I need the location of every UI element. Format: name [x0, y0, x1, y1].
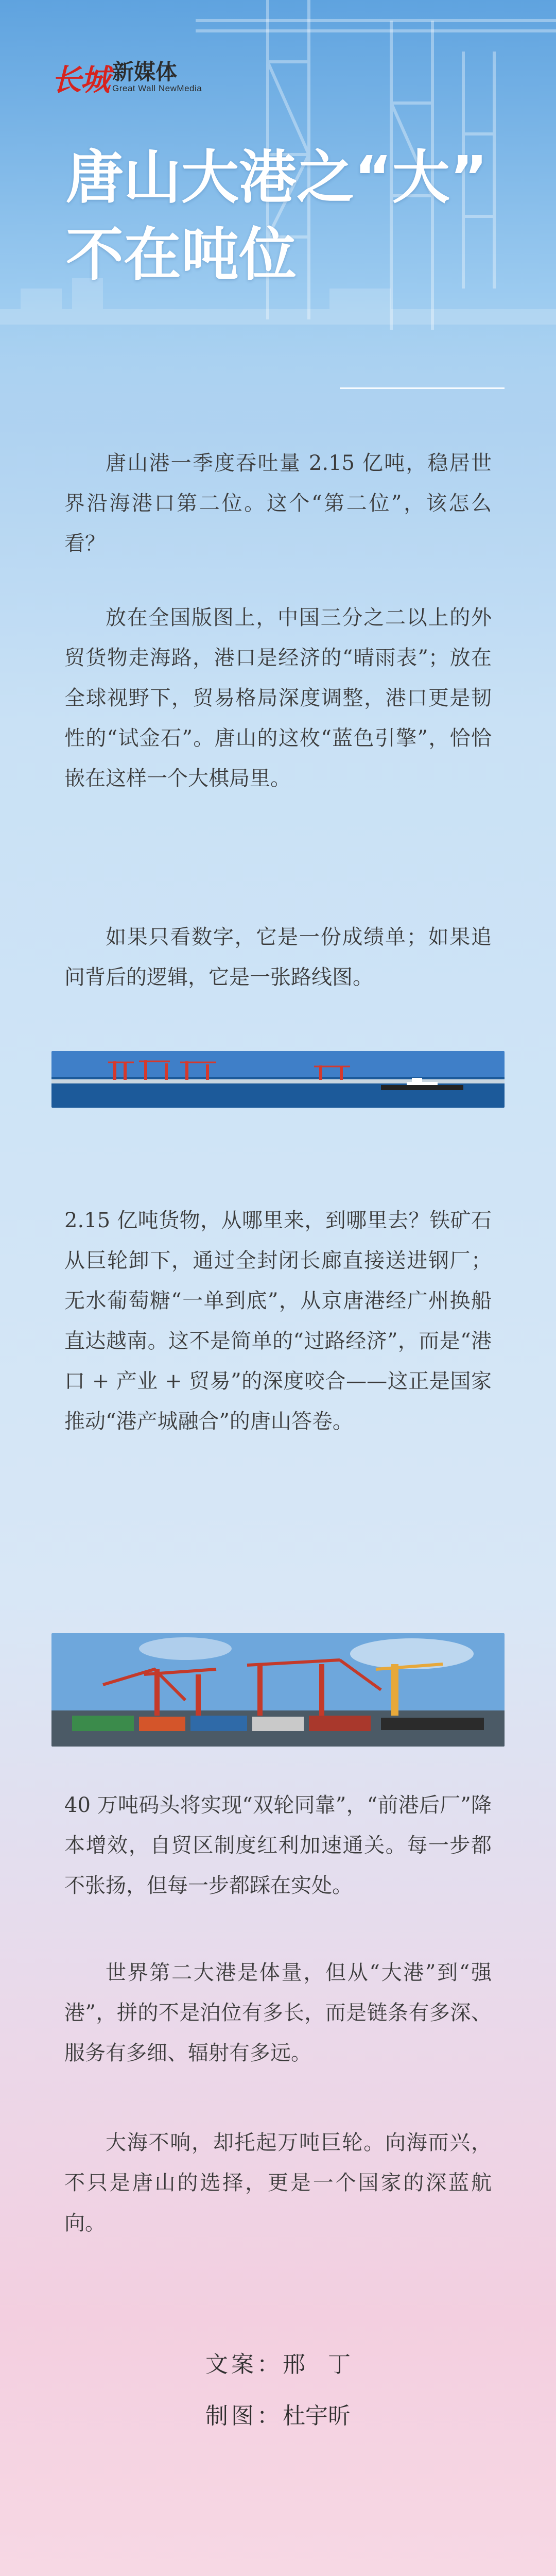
title-line-1: 唐山大港之“大”: [66, 144, 488, 211]
logo-cn: 新媒体: [112, 59, 178, 84]
title-line-2: 不在吨位: [66, 222, 297, 289]
paragraph-5: 40 万吨码头将实现“双轮同靠”，“前港后厂”降本增效，自贸区制度红利加速通关。每一步都不张扬，但每一步都踩在实处。: [64, 1793, 492, 1897]
credits: [0, 2349, 556, 2432]
credit-drawing: [0, 2401, 556, 2432]
paragraph-4: 2.15 亿吨货物，从哪里来，到哪里去？铁矿石从巨轮卸下，通过全封闭长廊直接送进钢厂；无水葡萄糖“一单到底”，从京唐港经广州换船直达越南。这不是简单的“过路经济”，而是“港口 + 产业 + 贸易”的深度咬合——这正是国家推动“港产城融合”的唐山答卷。: [64, 1209, 492, 1433]
credit-drawing-label: 制图：: [205, 2403, 283, 2429]
logo-en: Great Wall NewMedia: [112, 83, 202, 93]
credit-text-name: 邢 丁: [283, 2351, 351, 2378]
article-title: [66, 139, 488, 294]
credit-text: [0, 2349, 556, 2380]
credit-text-label: 文案：: [205, 2351, 283, 2378]
logo-mark: 长城: [51, 62, 110, 97]
paragraph-1: 唐山港一季度吞吐量 2.15 亿吨，稳居世界沿海港口第二位。这个“第二位”，该怎么看？: [64, 451, 492, 555]
credit-drawing-name: 杜宇昕: [283, 2403, 351, 2429]
brand-logo: [51, 56, 202, 99]
paragraph-3: 如果只看数字，它是一份成绩单；如果追问背后的逻辑，它是一张路线图。: [64, 925, 492, 989]
container-terminal-photo: [51, 1633, 505, 1747]
port-panorama-photo: [51, 1051, 505, 1108]
title-divider: [340, 387, 505, 389]
paragraph-2: 放在全国版图上，中国三分之二以上的外贸货物走海路，港口是经济的“晴雨表”；放在全球视野下，贸易格局深度调整，港口更是韧性的“试金石”。唐山的这枚“蓝色引擎”，恰恰嵌在这样一个大棋局里。: [64, 606, 492, 790]
paragraph-7: 大海不响，却托起万吨巨轮。向海而兴，不只是唐山的选择，更是一个国家的深蓝航向。: [64, 2131, 492, 2235]
paragraph-6: 世界第二大港是体量，但从“大港”到“强港”，拼的不是泊位有多长，而是链条有多深、服务有多细、辐射有多远。: [64, 1961, 492, 2065]
